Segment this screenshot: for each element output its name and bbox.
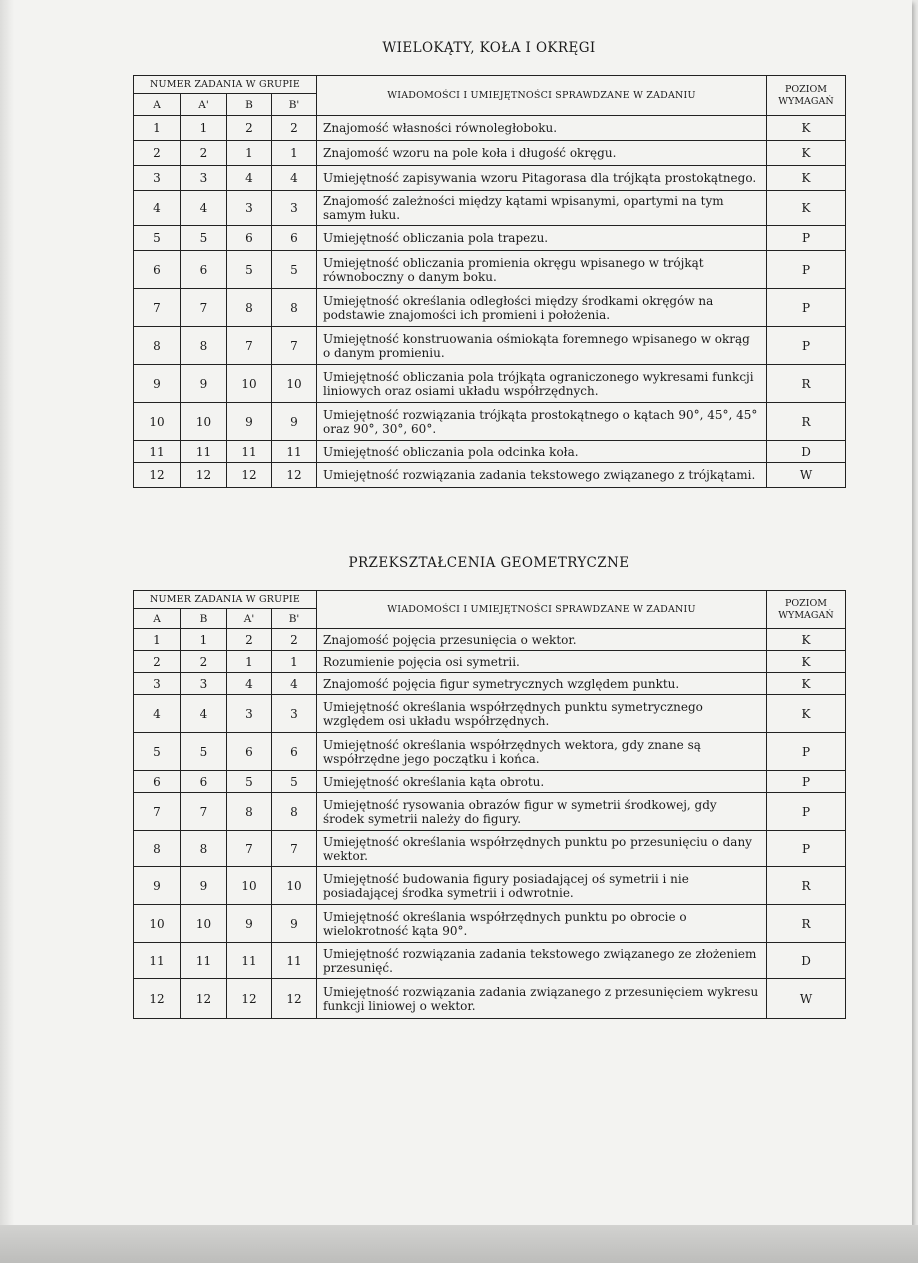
table-row (134, 979, 846, 1019)
task-number-cell: 7 (227, 327, 272, 365)
task-number-cell: 5 (227, 771, 272, 793)
table-row (134, 905, 846, 943)
skill-description-cell: Znajomość zależności między kątami wpisanymi, opartymi na tym samym łuku. (317, 191, 767, 226)
task-number-cell: 4 (227, 673, 272, 695)
task-number-cell: 11 (181, 441, 227, 463)
task-number-cell: 1 (181, 629, 227, 651)
task-number-cell: 8 (134, 327, 181, 365)
table-row (134, 463, 846, 488)
task-number-cell: 10 (134, 905, 181, 943)
table-row (134, 365, 846, 403)
skill-description-cell: Umiejętność określania współrzędnych punktu po przesunięciu o dany wektor. (317, 831, 767, 867)
table-row (134, 226, 846, 251)
task-number-cell: 6 (272, 226, 317, 251)
table-row (134, 116, 846, 141)
task-number-cell: 4 (272, 166, 317, 191)
task-number-cell: 11 (227, 441, 272, 463)
requirement-level-cell: K (767, 695, 846, 733)
requirement-level-cell: R (767, 905, 846, 943)
task-number-cell: 5 (134, 733, 181, 771)
task-number-cell: 6 (134, 771, 181, 793)
table-row (134, 166, 846, 191)
section-title-polygons: WIELOKĄTY, KOŁA I OKRĘGI (382, 40, 596, 56)
requirement-level-cell: K (767, 116, 846, 141)
header-col-a: A (134, 94, 181, 116)
task-number-cell: 10 (181, 905, 227, 943)
skill-description-cell: Umiejętność zapisywania wzoru Pitagorasa dla trójkąta prostokątnego. (317, 166, 767, 191)
requirement-level-cell: R (767, 867, 846, 905)
requirement-level-cell: P (767, 327, 846, 365)
task-number-cell: 2 (272, 629, 317, 651)
task-number-cell: 3 (181, 673, 227, 695)
requirement-level-cell: W (767, 463, 846, 488)
skill-description-cell: Umiejętność rozwiązania trójkąta prostokątnego o kątach 90°, 45°, 45° oraz 90°, 30°, 60°. (317, 403, 767, 441)
task-number-cell: 5 (181, 733, 227, 771)
table-row (134, 695, 846, 733)
task-number-cell: 11 (134, 441, 181, 463)
task-number-cell: 9 (181, 867, 227, 905)
task-number-cell: 8 (227, 793, 272, 831)
task-number-cell: 4 (272, 673, 317, 695)
requirement-level-cell: W (767, 979, 846, 1019)
task-number-cell: 6 (227, 733, 272, 771)
task-number-cell: 10 (181, 403, 227, 441)
skill-description-cell: Znajomość własności równoległoboku. (317, 116, 767, 141)
requirement-level-cell: P (767, 793, 846, 831)
task-number-cell: 7 (181, 289, 227, 327)
skill-description-cell: Znajomość pojęcia figur symetrycznych względem punktu. (317, 673, 767, 695)
task-number-cell: 8 (181, 831, 227, 867)
task-number-cell: 8 (272, 793, 317, 831)
task-number-cell: 1 (134, 116, 181, 141)
requirement-level-cell: P (767, 251, 846, 289)
requirement-level-cell: K (767, 191, 846, 226)
table-polygons-circles (133, 75, 846, 488)
header-col-b: B (227, 94, 272, 116)
task-number-cell: 12 (272, 463, 317, 488)
task-number-cell: 7 (134, 793, 181, 831)
task-number-cell: 12 (134, 979, 181, 1019)
task-number-cell: 2 (227, 116, 272, 141)
task-number-cell: 5 (134, 226, 181, 251)
header-group-label: NUMER ZADANIA W GRUPIE (134, 76, 317, 94)
header-group-label: NUMER ZADANIA W GRUPIE (134, 591, 317, 609)
task-number-cell: 12 (181, 463, 227, 488)
requirement-level-cell: K (767, 141, 846, 166)
task-number-cell: 4 (181, 695, 227, 733)
requirement-level-cell: K (767, 673, 846, 695)
task-number-cell: 9 (134, 867, 181, 905)
skill-description-cell: Umiejętność rozwiązania zadania tekstowego związanego z trójkątami. (317, 463, 767, 488)
task-number-cell: 9 (181, 365, 227, 403)
task-number-cell: 12 (227, 463, 272, 488)
task-number-cell: 4 (134, 695, 181, 733)
skill-description-cell: Umiejętność rozwiązania zadania związanego z przesunięciem wykresu funkcji liniowej o wektor. (317, 979, 767, 1019)
task-number-cell: 2 (181, 651, 227, 673)
task-number-cell: 1 (181, 116, 227, 141)
skill-description-cell: Rozumienie pojęcia osi symetrii. (317, 651, 767, 673)
task-number-cell: 8 (134, 831, 181, 867)
task-number-cell: 11 (272, 441, 317, 463)
task-number-cell: 9 (134, 365, 181, 403)
table-row (134, 251, 846, 289)
table-row (134, 867, 846, 905)
task-number-cell: 9 (272, 403, 317, 441)
task-number-cell: 9 (227, 403, 272, 441)
header-level: POZIOM WYMAGAŃ (767, 76, 846, 116)
requirement-level-cell: P (767, 289, 846, 327)
requirement-level-cell: D (767, 441, 846, 463)
table-row (134, 943, 846, 979)
task-number-cell: 8 (227, 289, 272, 327)
task-number-cell: 10 (227, 867, 272, 905)
task-number-cell: 9 (272, 905, 317, 943)
table-row (134, 793, 846, 831)
task-number-cell: 12 (181, 979, 227, 1019)
table-row (134, 733, 846, 771)
task-number-cell: 11 (181, 943, 227, 979)
skill-description-cell: Umiejętność budowania figury posiadającej oś symetrii i nie posiadającej środka symetrii i odwrotnie. (317, 867, 767, 905)
skill-description-cell: Umiejętność obliczania pola odcinka koła. (317, 441, 767, 463)
header-description: WIADOMOŚCI I UMIEJĘTNOŚCI SPRAWDZANE W ZADANIU (317, 591, 767, 629)
task-number-cell: 11 (272, 943, 317, 979)
requirement-level-cell: P (767, 831, 846, 867)
task-number-cell: 11 (134, 943, 181, 979)
requirement-level-cell: P (767, 771, 846, 793)
task-number-cell: 3 (134, 166, 181, 191)
skill-description-cell: Umiejętność określania kąta obrotu. (317, 771, 767, 793)
skill-description-cell: Umiejętność określania współrzędnych wektora, gdy znane są współrzędne jego początku i końca. (317, 733, 767, 771)
task-number-cell: 3 (272, 191, 317, 226)
skill-description-cell: Umiejętność rysowania obrazów figur w symetrii środkowej, gdy środek symetrii należy do figury. (317, 793, 767, 831)
skill-description-cell: Umiejętność określania współrzędnych punktu po obrocie o wielokrotność kąta 90°. (317, 905, 767, 943)
task-number-cell: 8 (272, 289, 317, 327)
header-col-b-prime: B' (272, 94, 317, 116)
task-number-cell: 1 (134, 629, 181, 651)
task-number-cell: 6 (134, 251, 181, 289)
header-description: WIADOMOŚCI I UMIEJĘTNOŚCI SPRAWDZANE W ZADANIU (317, 76, 767, 116)
table-row (134, 141, 846, 166)
task-number-cell: 7 (181, 793, 227, 831)
requirement-level-cell: K (767, 166, 846, 191)
skill-description-cell: Umiejętność obliczania pola trapezu. (317, 226, 767, 251)
task-number-cell: 4 (181, 191, 227, 226)
task-number-cell: 5 (227, 251, 272, 289)
requirement-level-cell: K (767, 629, 846, 651)
task-number-cell: 2 (134, 141, 181, 166)
requirement-level-cell: P (767, 226, 846, 251)
task-number-cell: 10 (272, 365, 317, 403)
task-number-cell: 12 (227, 979, 272, 1019)
table-geometric-transformations (133, 590, 846, 1019)
skill-description-cell: Umiejętność obliczania promienia okręgu wpisanego w trójkąt równoboczny o danym boku. (317, 251, 767, 289)
task-number-cell: 4 (227, 166, 272, 191)
task-number-cell: 3 (227, 191, 272, 226)
skill-description-cell: Znajomość wzoru na pole koła i długość okręgu. (317, 141, 767, 166)
header-col-a-prime: A' (181, 94, 227, 116)
skill-description-cell: Umiejętność określania odległości między środkami okręgów na podstawie znajomości ich promieni i położenia. (317, 289, 767, 327)
task-number-cell: 3 (134, 673, 181, 695)
header-col-a-prime: A' (227, 609, 272, 629)
section-title-transformations: PRZEKSZTAŁCENIA GEOMETRYCZNE (348, 555, 630, 571)
task-number-cell: 10 (134, 403, 181, 441)
skill-description-cell: Umiejętność rozwiązania zadania tekstowego związanego ze złożeniem przesunięć. (317, 943, 767, 979)
skill-description-cell: Umiejętność obliczania pola trójkąta ograniczonego wykresami funkcji liniowych oraz osiami układu współrzędnych. (317, 365, 767, 403)
task-number-cell: 11 (227, 943, 272, 979)
task-number-cell: 7 (227, 831, 272, 867)
requirement-level-cell: K (767, 651, 846, 673)
table-row (134, 327, 846, 365)
task-number-cell: 12 (272, 979, 317, 1019)
skill-description-cell: Umiejętność konstruowania ośmiokąta foremnego wpisanego w okrąg o danym promieniu. (317, 327, 767, 365)
task-number-cell: 8 (181, 327, 227, 365)
task-number-cell: 4 (134, 191, 181, 226)
table-row (134, 771, 846, 793)
task-number-cell: 6 (272, 733, 317, 771)
table-row (134, 651, 846, 673)
requirement-level-cell: D (767, 943, 846, 979)
task-number-cell: 3 (272, 695, 317, 733)
task-number-cell: 9 (227, 905, 272, 943)
header-col-b-prime: B' (272, 609, 317, 629)
task-number-cell: 7 (272, 327, 317, 365)
task-number-cell: 6 (227, 226, 272, 251)
task-number-cell: 2 (272, 116, 317, 141)
table-row (134, 831, 846, 867)
task-number-cell: 3 (181, 166, 227, 191)
table-row (134, 629, 846, 651)
header-level: POZIOM WYMAGAŃ (767, 591, 846, 629)
skill-description-cell: Umiejętność określania współrzędnych punktu symetrycznego względem osi układu współrzędnych. (317, 695, 767, 733)
task-number-cell: 1 (227, 141, 272, 166)
skill-description-cell: Znajomość pojęcia przesunięcia o wektor. (317, 629, 767, 651)
table-row (134, 403, 846, 441)
task-number-cell: 2 (181, 141, 227, 166)
requirement-level-cell: P (767, 733, 846, 771)
table-row (134, 673, 846, 695)
task-number-cell: 2 (134, 651, 181, 673)
task-number-cell: 3 (227, 695, 272, 733)
task-number-cell: 2 (227, 629, 272, 651)
task-number-cell: 5 (181, 226, 227, 251)
task-number-cell: 5 (272, 251, 317, 289)
task-number-cell: 1 (272, 651, 317, 673)
task-number-cell: 6 (181, 251, 227, 289)
task-number-cell: 1 (272, 141, 317, 166)
task-number-cell: 10 (227, 365, 272, 403)
requirement-level-cell: R (767, 403, 846, 441)
task-number-cell: 5 (272, 771, 317, 793)
task-number-cell: 7 (272, 831, 317, 867)
task-number-cell: 1 (227, 651, 272, 673)
task-number-cell: 7 (134, 289, 181, 327)
scanner-bottom-strip (0, 1225, 918, 1263)
requirement-level-cell: R (767, 365, 846, 403)
table-row (134, 289, 846, 327)
table-row (134, 441, 846, 463)
page-left-edge-shadow (0, 0, 14, 1225)
header-col-a: A (134, 609, 181, 629)
task-number-cell: 10 (272, 867, 317, 905)
table-row (134, 191, 846, 226)
task-number-cell: 12 (134, 463, 181, 488)
header-col-b: B (181, 609, 227, 629)
task-number-cell: 6 (181, 771, 227, 793)
